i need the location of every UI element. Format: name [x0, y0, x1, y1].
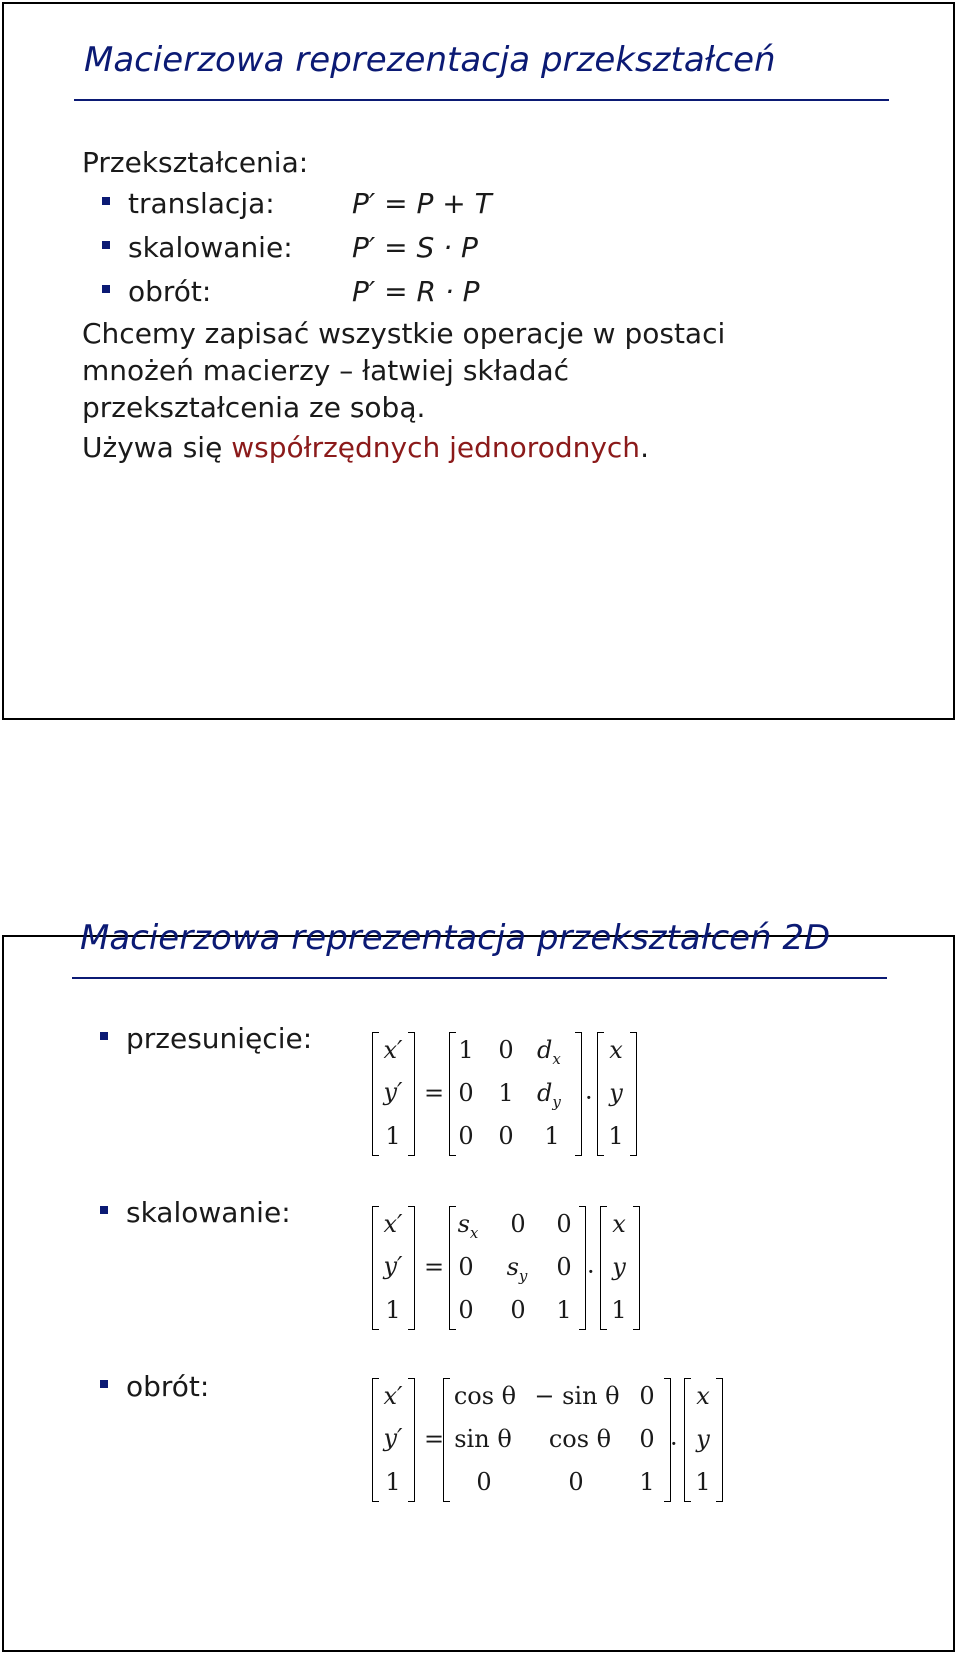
matrix-cell: 0 [458, 1253, 474, 1281]
matrix-cell: 0 [556, 1210, 572, 1238]
rhs-y: y [612, 1253, 626, 1281]
matrix-cell [455, 1212, 481, 1241]
matrix-cell: 0 [510, 1296, 526, 1324]
lhs-y: y′ [383, 1078, 403, 1106]
matrix-cell-subscript: x [552, 1049, 561, 1068]
lhs-one: 1 [385, 1122, 401, 1150]
matrix-cell: 0 [556, 1253, 572, 1281]
matrix-bracket-right [575, 1032, 582, 1156]
bullet-label-translacja: translacja: [128, 187, 275, 220]
rhs-x: x [609, 1036, 623, 1064]
formula-skalowanie: P′ = S · P [352, 231, 478, 264]
matrix-cell-base: s [457, 1210, 470, 1238]
rhs-one: 1 [608, 1122, 624, 1150]
section-label-przesuniecie: przesunięcie: [126, 1022, 313, 1055]
matrix-cell: sin θ [454, 1425, 512, 1453]
matrix-cell-subscript: y [518, 1266, 528, 1285]
matrix-cell: 0 [568, 1468, 584, 1496]
matrix-cell-base: s [506, 1253, 519, 1281]
matrix-cell: 1 [544, 1122, 560, 1150]
matrix-cell: 0 [458, 1122, 474, 1150]
paragraph-line-2: mnożeń macierzy – łatwiej składać [82, 354, 570, 387]
matrix-cell: 1 [498, 1079, 514, 1107]
bullet-icon [102, 197, 110, 205]
matrix-cell-subscript: y [552, 1092, 561, 1111]
matrix-cell [537, 1038, 559, 1067]
matrix-cell: 0 [639, 1425, 655, 1453]
rhs-y: y [609, 1079, 623, 1107]
rhs-x: x [612, 1210, 626, 1238]
lhs-bracket-left [372, 1206, 379, 1330]
rhs-bracket-right [633, 1206, 640, 1330]
slide-2-title: Macierzowa reprezentacja przekształceń 2D [80, 918, 831, 958]
lhs-bracket-right [408, 1032, 415, 1156]
rhs-x: x [696, 1382, 710, 1410]
matrix-cell: 0 [458, 1079, 474, 1107]
formula-obrot: P′ = R · P [352, 275, 480, 308]
lhs-bracket-right [408, 1378, 415, 1502]
matrix-cell: cos θ [548, 1425, 612, 1453]
sentence-suffix: . [640, 431, 649, 464]
matrix-cell-base: d [537, 1079, 553, 1107]
rhs-bracket-left [600, 1206, 607, 1330]
matrix-bracket-right [579, 1206, 586, 1330]
matrix-cell: − sin θ [534, 1382, 620, 1410]
lhs-bracket-left [372, 1032, 379, 1156]
equals-sign: = [424, 1425, 445, 1453]
matrix-cell: 0 [498, 1036, 514, 1064]
rhs-bracket-left [597, 1032, 604, 1156]
rhs-y: y [696, 1425, 710, 1453]
matrix-cell: 1 [639, 1468, 655, 1496]
matrix-cell: 0 [458, 1296, 474, 1324]
rhs-bracket-right [716, 1378, 723, 1502]
section-label-obrot: obrót: [126, 1370, 210, 1403]
rhs-one: 1 [695, 1468, 711, 1496]
matrix-cell: 0 [510, 1210, 526, 1238]
formula-translacja: P′ = P + T [352, 187, 492, 220]
lhs-y: y′ [383, 1424, 403, 1452]
dot-operator: · [587, 1258, 595, 1286]
lhs-bracket-left [372, 1378, 379, 1502]
bullet-label-obrot: obrót: [128, 275, 212, 308]
paragraph-line-1: Chcemy zapisać wszystkie operacje w postaci [82, 317, 726, 350]
highlight-term: współrzędnych jednorodnych [231, 431, 641, 464]
sentence-prefix: Używa się [82, 431, 232, 464]
matrix-cell-subscript: x [469, 1223, 479, 1242]
title-rule [72, 977, 887, 979]
matrix-cell: 1 [556, 1296, 572, 1324]
matrix-cell: 0 [498, 1122, 514, 1150]
matrix-cell-base: d [537, 1036, 553, 1064]
matrix-cell: 1 [458, 1036, 474, 1064]
lhs-one: 1 [385, 1296, 401, 1324]
slide-1 [2, 2, 955, 720]
dot-operator: · [585, 1084, 593, 1112]
bullet-icon [100, 1380, 108, 1388]
homogeneous-sentence [82, 431, 649, 464]
bullet-icon [102, 285, 110, 293]
lhs-bracket-right [408, 1206, 415, 1330]
bullet-icon [100, 1206, 108, 1214]
paragraph-line-3: przekształcenia ze sobą. [82, 391, 426, 424]
dot-operator: · [670, 1430, 678, 1458]
bullet-icon [102, 241, 110, 249]
section-label-skalowanie: skalowanie: [126, 1196, 291, 1229]
lhs-x: x′ [383, 1036, 403, 1064]
intro-text: Przekształcenia: [82, 146, 309, 179]
equals-sign: = [424, 1079, 445, 1107]
matrix-cell: 0 [476, 1468, 492, 1496]
bullet-icon [100, 1032, 108, 1040]
matrix-cell [504, 1255, 530, 1284]
matrix-cell: 0 [639, 1382, 655, 1410]
slide-1-title: Macierzowa reprezentacja przekształceń [84, 40, 776, 80]
bullet-label-skalowanie: skalowanie: [128, 231, 293, 264]
matrix-bracket-left [443, 1378, 450, 1502]
lhs-y: y′ [383, 1252, 403, 1280]
lhs-x: x′ [383, 1210, 403, 1238]
title-rule [74, 99, 889, 101]
equals-sign: = [424, 1253, 445, 1281]
matrix-cell: cos θ [453, 1382, 517, 1410]
matrix-cell [537, 1081, 559, 1110]
lhs-one: 1 [385, 1468, 401, 1496]
rhs-one: 1 [611, 1296, 627, 1324]
rhs-bracket-right [630, 1032, 637, 1156]
rhs-bracket-left [684, 1378, 691, 1502]
lhs-x: x′ [383, 1382, 403, 1410]
